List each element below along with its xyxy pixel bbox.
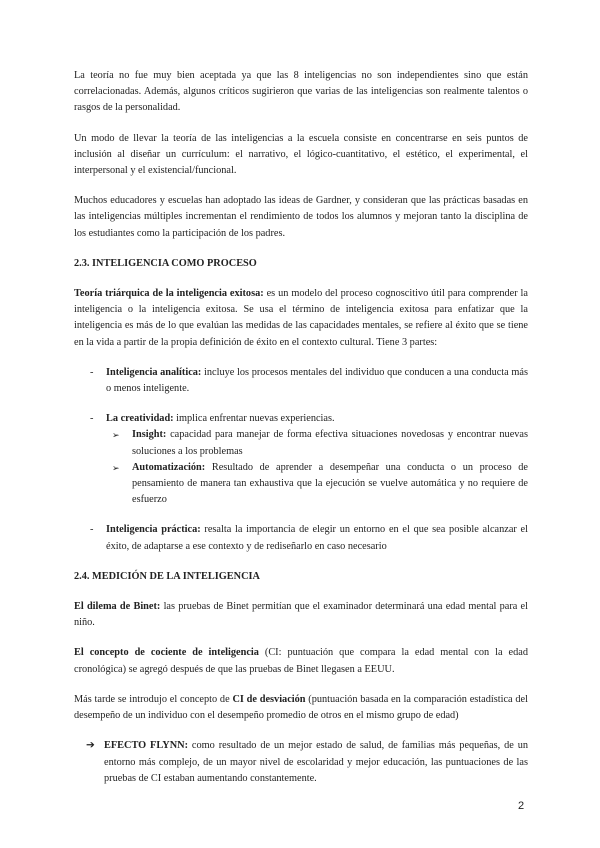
dash-bullet: -	[90, 524, 94, 536]
text-binet: las pruebas de Binet permitían que el examinador determinará una edad mental para el niño.	[74, 601, 528, 629]
paragraph-ci	[74, 645, 528, 677]
right-arrow-icon: ➔	[86, 740, 95, 752]
arrow-bullet-icon: ➢	[112, 430, 120, 441]
text-deviation: (puntuación basada en la comparación estadística del desempeño de un individuo con el desempeño promedio de otros en el mismo grupo de edad)	[74, 693, 528, 722]
term-practical: Inteligencia práctica:	[106, 524, 201, 536]
term-ci: El concepto de cociente de inteligencia	[74, 647, 259, 659]
term-insight: Insight:	[132, 429, 167, 441]
paragraph-educators: Muchos educadores y escuelas han adoptado las ideas de Gardner, y consideran que las prácticas basadas en las inteligencias múltiples incrementan el rendimiento de todos los alumnos y mejoran tanto la disciplina de los estudiantes como la participación de los padres.	[74, 195, 528, 239]
section-heading-2-4: 2.4. MEDICIÓN DE LA INTELIGENCIA	[74, 570, 260, 582]
term-deviation-iq: CI de desviación	[232, 693, 306, 705]
term-binet: El dilema de Binet:	[74, 601, 161, 613]
text-creativity: implica enfrentar nuevas experiencias.	[173, 413, 335, 425]
arrow-bullet-icon: ➢	[112, 462, 120, 473]
term-triarchic: Teoría triárquica de la inteligencia exitosa:	[74, 288, 264, 300]
text-flynn: como resultado de un mejor estado de salud, de familias más pequeñas, de un entorno más complejo, de un mayor nivel de escolaridad y mejor educación, las puntuaciones de las pruebas de CI estaban aumentando constantemente.	[104, 740, 528, 784]
text-insight: capacidad para manejar de forma efectiva situaciones novedosas y encontrar nuevas soluciones a los problemas	[132, 429, 528, 457]
list-item-practical	[74, 522, 528, 554]
text-practical: resalta la importancia de elegir un entorno en el que sea posible alcanzar el éxito, de adaptarse a ese contexto y de rediseñarlo en caso necesario	[106, 524, 528, 552]
text-triarchic: es un modelo del proceso cognoscitivo útil para comprender la inteligencia o la inteligencia exitosa. Se usa el término de inteligencia exitosa para enfatizar que la inteligencia es más de lo que evalúan las medidas de las capacidades mentales, se refiere al éxito que se tiene en la vida a partir de la propia definición de éxito en el contexto cultural. Tiene 3 partes:	[74, 288, 528, 348]
paragraph-binet	[74, 599, 528, 631]
term-analytic: Inteligencia analítica:	[106, 366, 202, 378]
paragraph-curriculum: Un modo de llevar la teoría de las inteligencias a la escuela consiste en concentrarse en seis puntos de inclusión al diseñar un currículum: el narrativo, el lógico-cuantitativo, el estético, el experimental, el interpersonal y el existencial/funcional.	[74, 132, 528, 177]
paragraph-deviation-iq	[74, 692, 528, 724]
list-item-creativity	[74, 411, 528, 427]
text-analytic: incluye los procesos mentales del individuo que conducen a una conducta más o menos inteligente.	[106, 366, 528, 395]
dash-bullet: -	[90, 366, 94, 378]
sub-item-automatization	[74, 460, 528, 509]
section-heading-2-3: 2.3. INTELIGENCIA COMO PROCESO	[74, 257, 257, 269]
document-page	[74, 68, 528, 787]
list-item-flynn	[74, 738, 528, 787]
list-item-analytic	[74, 365, 528, 397]
sub-item-insight	[74, 427, 528, 459]
text-deviation-pre: Más tarde se introdujo el concepto de	[74, 693, 233, 705]
term-automatization: Automatización:	[132, 461, 206, 473]
text-automatization: Resultado de aprender a desempeñar una conducta o un proceso de pensamiento de manera tan exhaustiva que la ejecución se vuelve automática y no requiere de esfuerzo	[132, 461, 528, 506]
paragraph-triarchic	[74, 286, 528, 351]
dash-bullet: -	[90, 413, 94, 425]
term-flynn: EFECTO FLYNN:	[104, 740, 189, 752]
term-creativity: La creatividad:	[106, 413, 174, 425]
text-ci: (CI: puntuación que compara la edad mental con la edad cronológica) se agregó después de que las pruebas de Binet llegasen a EEUU.	[74, 647, 528, 675]
paragraph-critique: La teoría no fue muy bien aceptada ya que las 8 inteligencias no son independientes sino que están correlacionadas. Además, algunos críticos sugirieron que varias de las inteligencias son realmente talentos o rasgos de la personalidad.	[74, 70, 528, 114]
page-number: 2	[518, 800, 525, 812]
